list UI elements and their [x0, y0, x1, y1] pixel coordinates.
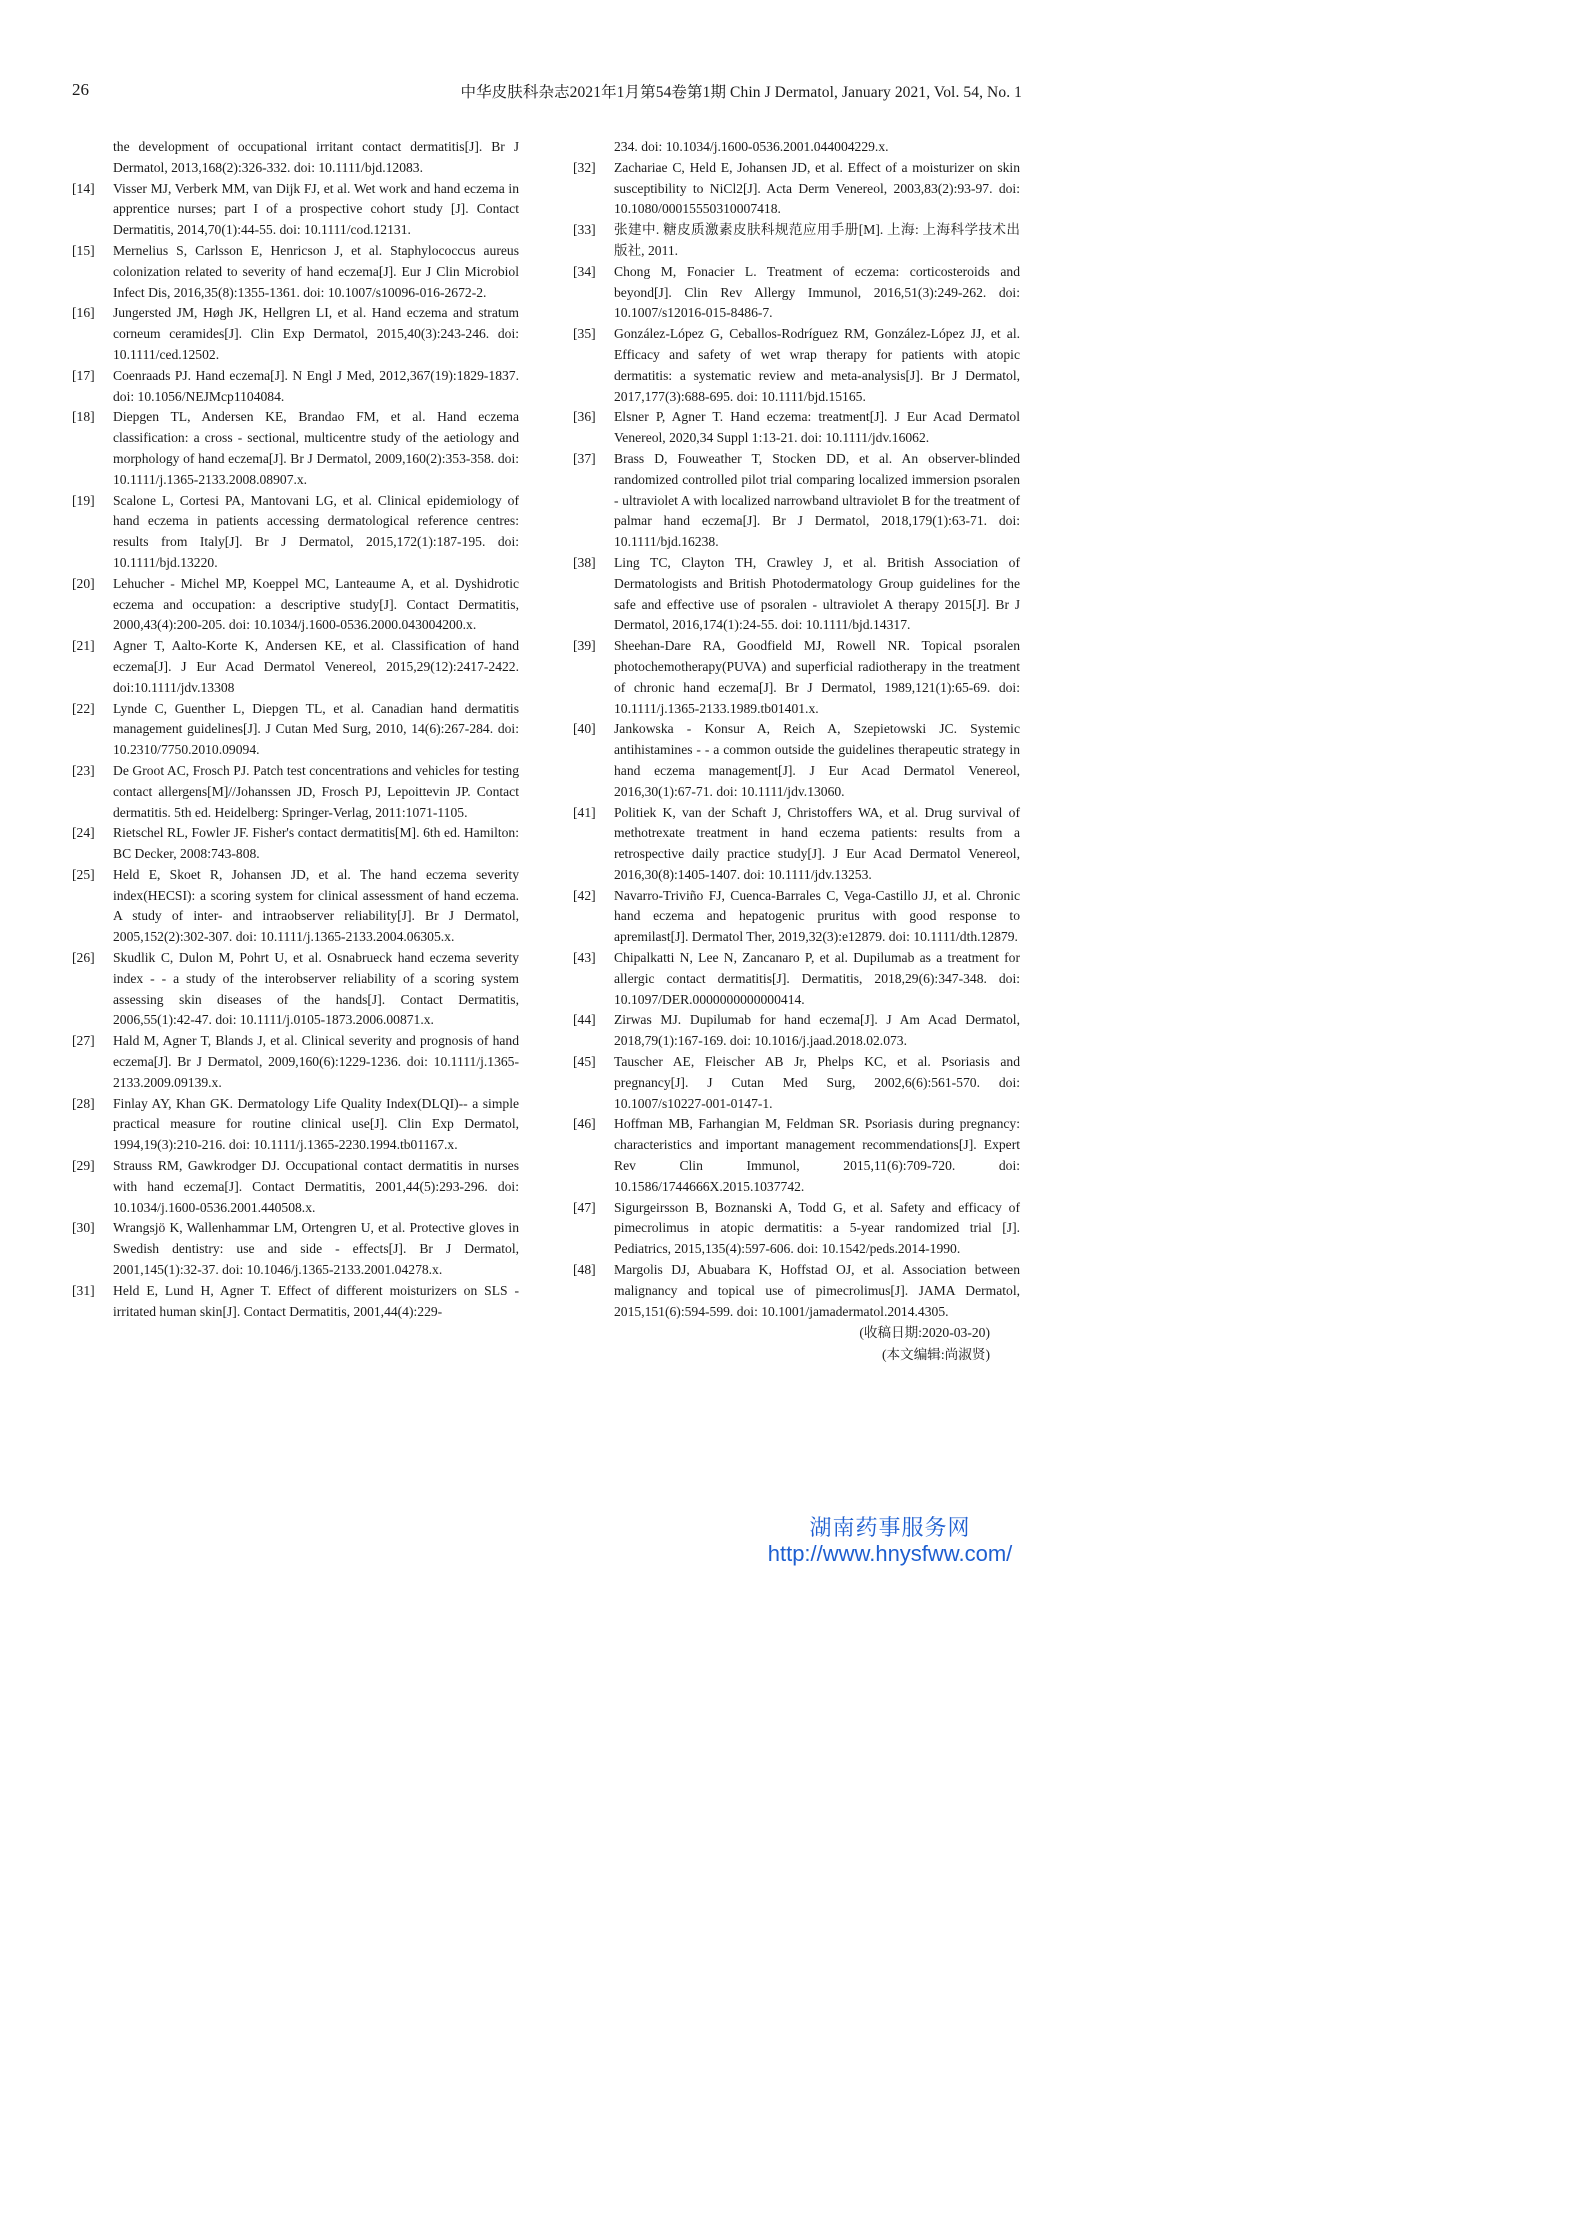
reference-item: [573, 636, 1020, 719]
watermark-url[interactable]: http://www.hnysfww.com/: [767, 1541, 1013, 1566]
reference-text: Strauss RM, Gawkrodger DJ. Occupational contact dermatitis in nurses with hand eczema[J]. Contact Dermatitis, 2001,44(5):293-296. doi: 10.1034/j.1600-0536.2001.440508.x.: [113, 1158, 519, 1215]
reference-item: [72, 948, 519, 1031]
left-column: [72, 137, 519, 1322]
reference-number: [43]: [573, 950, 596, 966]
reference-number: [15]: [72, 242, 95, 258]
reference-item: [72, 491, 519, 574]
page-number: 26: [72, 80, 89, 99]
reference-item: [72, 1281, 519, 1323]
reference-text: Agner T, Aalto-Korte K, Andersen KE, et al. Classification of hand eczema[J]. J Eur Acad Dermatol Venereol, 2015,29(12):2417-2422. doi:10.1111/jdv.13308: [113, 638, 519, 695]
reference-item: [72, 865, 519, 948]
reference-number: [38]: [573, 554, 596, 570]
reference-item: [573, 262, 1020, 324]
reference-item: [573, 1010, 1020, 1052]
reference-text: 张建中. 糖皮质激素皮肤科规范应用手册[M]. 上海: 上海科学技术出版社, 2011.: [614, 222, 1020, 258]
reference-item: [72, 137, 519, 179]
reference-number: [39]: [573, 638, 596, 654]
reference-number: [32]: [573, 159, 596, 175]
reference-item: [573, 407, 1020, 449]
reference-item: [573, 1260, 1020, 1322]
reference-text: Diepgen TL, Andersen KE, Brandao FM, et al. Hand eczema classification: a cross - sectional, multicentre study of the aetiology and morphology of hand eczema[J]. Br J Dermatol, 2009,160(2):353-358. doi: 10.1111/j.1365-2133.2008.08907.x.: [113, 409, 519, 487]
reference-item: [72, 179, 519, 241]
running-head: 中华皮肤科杂志2021年1月第54卷第1期 Chin J Dermatol, January 2021, Vol. 54, No. 1: [460, 84, 1022, 101]
reference-item: [573, 158, 1020, 220]
reference-text: the development of occupational irritant contact dermatitis[J]. Br J Dermatol, 2013,168(2):326-332. doi: 10.1111/bjd.12083.: [113, 139, 519, 175]
reference-number: [44]: [573, 1012, 596, 1028]
reference-text: Held E, Lund H, Agner T. Effect of different moisturizers on SLS -irritated human skin[J]. Contact Dermatitis, 2001,44(4):229-: [113, 1282, 519, 1319]
reference-text: Sigurgeirsson B, Boznanski A, Todd G, et al. Safety and efficacy of pimecrolimus in atopic dermatitis: a 5-year randomized trial [J]. Pediatrics, 2015,135(4):597-606. doi: 10.1542/peds.2014-1990.: [614, 1199, 1020, 1257]
reference-text: Zirwas MJ. Dupilumab for hand eczema[J]. J Am Acad Dermatol, 2018,79(1):167-169. doi: 10.1016/j.jaad.2018.02.073.: [614, 1012, 1020, 1049]
reference-text: González-López G, Ceballos-Rodríguez RM, González-López JJ, et al. Efficacy and safety of wet wrap therapy for patients with atopic dermatitis: a systematic review and meta-analysis[J]. Br J Dermatol, 2017,177(3):688-695. doi: 10.1111/bjd.15165.: [614, 326, 1020, 404]
reference-number: [18]: [72, 409, 95, 425]
reference-item: [573, 1198, 1020, 1260]
reference-item: [573, 1052, 1020, 1114]
reference-item: [573, 220, 1020, 262]
reference-number: [23]: [72, 762, 95, 778]
reference-text: Jungersted JM, Høgh JK, Hellgren LI, et al. Hand eczema and stratum corneum ceramides[J]. Clin Exp Dermatol, 2015,40(3):243-246. doi: 10.1111/ced.12502.: [113, 305, 519, 362]
reference-text: De Groot AC, Frosch PJ. Patch test concentrations and vehicles for testing contact allergens[M]//Johanssen JD, Frosch PJ, Lepoittevin JP. Contact dermatitis. 5th ed. Heidelberg: Springer-Verlag, 2011:1071-1105.: [113, 762, 519, 820]
reference-item: [72, 823, 519, 865]
reference-item: [573, 137, 1020, 158]
editor-note: (本文编辑:尚淑贤): [882, 1347, 990, 1363]
reference-text: Lehucher - Michel MP, Koeppel MC, Lanteaume A, et al. Dyshidrotic eczema and occupation: a descriptive study[J]. Contact Dermatitis, 2000,43(4):200-205. doi: 10.1034/j.1600-0536.2000.043004200.x.: [113, 575, 519, 633]
reference-number: [46]: [573, 1116, 596, 1132]
reference-text: Ling TC, Clayton TH, Crawley J, et al. British Association of Dermatologists and British Photodermatology Group guidelines for the safe and effective use of psoralen - ultraviolet A therapy 2015[J]. Br J Dermatol, 2016,174(1):24-55. doi: 10.1111/bjd.14317.: [614, 554, 1020, 633]
reference-number: [42]: [573, 887, 596, 903]
reference-item: [72, 241, 519, 303]
reference-item: [573, 948, 1020, 1010]
reference-number: [20]: [72, 575, 95, 591]
reference-number: [25]: [72, 866, 95, 882]
right-reference-list: [573, 137, 1020, 1322]
reference-text: Skudlik C, Dulon M, Pohrt U, et al. Osnabrueck hand eczema severity index - - a study of the interobserver reliability of a scoring system assessing skin diseases of the hands[J]. Contact Dermatitis, 2006,55(1):42-47. doi: 10.1111/j.0105-1873.2006.00871.x.: [113, 950, 519, 1028]
reference-item: [72, 699, 519, 761]
reference-number: [45]: [573, 1054, 596, 1070]
reference-number: [19]: [72, 492, 95, 508]
reference-item: [72, 1031, 519, 1093]
reference-item: [72, 761, 519, 823]
reference-item: [72, 1218, 519, 1280]
reference-number: [16]: [72, 305, 95, 321]
reference-text: Sheehan-Dare RA, Goodfield MJ, Rowell NR. Topical psoralen photochemotherapy(PUVA) and superficial radiotherapy in the treatment of chronic hand eczema[J]. Br J Dermatol, 1989,121(1):65-69. doi: 10.1111/j.1365-2133.1989.tb01401.x.: [614, 638, 1020, 716]
reference-number: [35]: [573, 326, 596, 342]
reference-text: Tauscher AE, Fleischer AB Jr, Phelps KC, et al. Psoriasis and pregnancy[J]. J Cutan Med Surg, 2002,6(6):561-570. doi: 10.1007/s10227-001-0147-1.: [614, 1054, 1020, 1111]
reference-text: Hoffman MB, Farhangian M, Feldman SR. Psoriasis during pregnancy: characteristics and important management recommendations[J]. Expert Rev Clin Immunol, 2015,11(6):709-720. doi: 10.1586/1744666X.2015.1037742.: [614, 1116, 1020, 1194]
reference-number: [28]: [72, 1095, 95, 1111]
reference-text: Lynde C, Guenther L, Diepgen TL, et al. Canadian hand dermatitis management guidelines[J]. J Cutan Med Surg, 2010, 14(6):267-284. doi: 10.2310/7750.2010.09094.: [113, 700, 519, 758]
reference-text: Chong M, Fonacier L. Treatment of eczema: corticosteroids and beyond[J]. Clin Rev Allergy Immunol, 2016,51(3):249-262. doi: 10.1007/s12016-015-8486-7.: [614, 263, 1020, 321]
reference-item: [573, 449, 1020, 553]
reference-text: Zachariae C, Held E, Johansen JD, et al. Effect of a moisturizer on skin susceptibility to NiCl2[J]. Acta Derm Venereol, 2003,83(2):93-97. doi: 10.1080/00015550310007418.: [614, 159, 1020, 217]
reference-item: [573, 886, 1020, 948]
reference-text: Mernelius S, Carlsson E, Henricson J, et al. Staphylococcus aureus colonization related to severity of hand eczema[J]. Eur J Clin Microbiol Infect Dis, 2016,35(8):1355-1361. doi: 10.1007/s10096-016-2672-2.: [113, 242, 519, 300]
reference-text: Navarro-Triviño FJ, Cuenca-Barrales C, Vega-Castillo JJ, et al. Chronic hand eczema and hepatogenic pruritus with good response to apremilast[J]. Dermatol Ther, 2019,32(3):e12879. doi: 10.1111/dth.12879.: [614, 887, 1020, 945]
reference-text: 234. doi: 10.1034/j.1600-0536.2001.044004229.x.: [614, 139, 889, 154]
reference-text: Elsner P, Agner T. Hand eczema: treatment[J]. J Eur Acad Dermatol Venereol, 2020,34 Suppl 1:13-21. doi: 10.1111/jdv.16062.: [614, 409, 1020, 446]
received-date: (收稿日期:2020-03-20): [859, 1325, 990, 1341]
reference-item: [573, 1114, 1020, 1197]
reference-item: [72, 366, 519, 408]
reference-text: Held E, Skoet R, Johansen JD, et al. The hand eczema severity index(HECSI): a scoring system for clinical assessment of hand eczema. A study of inter- and intraobserver reliability[J]. Br J Dermatol, 2005,152(2):302-307. doi: 10.1111/j.1365-2133.2004.06305.x.: [113, 866, 519, 945]
reference-text: Finlay AY, Khan GK. Dermatology Life Quality Index(DLQI)-- a simple practical measure for routine clinical use[J]. Clin Exp Dermatol, 1994,19(3):210-216. doi: 10.1111/j.1365-2230.1994.tb01167.x.: [113, 1095, 519, 1153]
reference-item: [72, 407, 519, 490]
reference-item: [72, 303, 519, 365]
reference-item: [573, 553, 1020, 636]
reference-text: Jankowska - Konsur A, Reich A, Szepietowski JC. Systemic antihistamines - - a common outside the guidelines therapeutic strategy in hand eczema management[J]. J Eur Acad Dermatol Venereol, 2016,30(1):67-71. doi: 10.1111/jdv.13060.: [614, 721, 1020, 799]
reference-text: Scalone L, Cortesi PA, Mantovani LG, et al. Clinical epidemiology of hand eczema in patients accessing dermatological reference centres: results from Italy[J]. Br J Dermatol, 2015,172(1):187-195. doi: 10.1111/bjd.13220.: [113, 492, 519, 570]
reference-item: [72, 574, 519, 636]
reference-text: Hald M, Agner T, Blands J, et al. Clinical severity and prognosis of hand eczema[J]. Br J Dermatol, 2009,160(6):1229-1236. doi: 10.1111/j.1365-2133.2009.09139.x.: [113, 1033, 519, 1090]
watermark: [720, 1516, 1060, 1566]
reference-item: [72, 1156, 519, 1218]
reference-text: Coenraads PJ. Hand eczema[J]. N Engl J Med, 2012,367(19):1829-1837. doi: 10.1056/NEJMcp1104084.: [113, 367, 519, 404]
page-header: [72, 80, 1022, 102]
reference-number: [36]: [573, 409, 596, 425]
reference-number: [47]: [573, 1199, 596, 1215]
reference-text: Rietschel RL, Fowler JF. Fisher's contact dermatitis[M]. 6th ed. Hamilton: BC Decker, 2008:743-808.: [113, 825, 519, 862]
reference-number: [33]: [573, 222, 596, 238]
reference-text: Brass D, Fouweather T, Stocken DD, et al. An observer-blinded randomized controlled pilot trial comparing localized immersion psoralen - ultraviolet A with localized narrowband ultraviolet B for the treatment of palmar hand eczema[J]. Br J Dermatol, 2018,179(1):63-71. doi: 10.1111/bjd.16238.: [614, 450, 1020, 550]
reference-text: Wrangsjö K, Wallenhammar LM, Ortengren U, et al. Protective gloves in Swedish dentistry: use and side - effects[J]. Br J Dermatol, 2001,145(1):32-37. doi: 10.1046/j.1365-2133.2001.04278.x.: [113, 1220, 519, 1278]
reference-text: Politiek K, van der Schaft J, Christoffers WA, et al. Drug survival of methotrexate treatment in hand eczema patients: results from a retrospective daily practice study[J]. J Eur Acad Dermatol Venereol, 2016,30(8):1405-1407. doi: 10.1111/jdv.13253.: [614, 804, 1020, 882]
reference-item: [573, 719, 1020, 802]
reference-number: [24]: [72, 825, 95, 841]
reference-text: Chipalkatti N, Lee N, Zancanaro P, et al. Dupilumab as a treatment for allergic contact dermatitis[J]. Dermatitis, 2018,29(6):347-348. doi: 10.1097/DER.0000000000000414.: [614, 950, 1020, 1007]
reference-number: [17]: [72, 367, 95, 383]
reference-number: [40]: [573, 721, 596, 737]
reference-number: [48]: [573, 1262, 596, 1278]
reference-item: [573, 803, 1020, 886]
reference-number: [41]: [573, 804, 596, 820]
reference-item: [573, 324, 1020, 407]
reference-number: [29]: [72, 1158, 95, 1174]
reference-item: [72, 1094, 519, 1156]
reference-text: Visser MJ, Verberk MM, van Dijk FJ, et al. Wet work and hand eczema in apprentice nurses; part I of a prospective cohort study [J]. Contact Dermatitis, 2014,70(1):44-55. doi: 10.1111/cod.12131.: [113, 180, 519, 238]
reference-number: [14]: [72, 180, 95, 196]
right-column: [573, 137, 1020, 1366]
reference-text: Margolis DJ, Abuabara K, Hoffstad OJ, et al. Association between malignancy and topical use of pimecrolimus[J]. JAMA Dermatol, 2015,151(6):594-599. doi: 10.1001/jamadermatol.2014.4305.: [614, 1262, 1020, 1319]
reference-number: [21]: [72, 638, 95, 654]
watermark-name: 湖南药事服务网: [809, 1516, 971, 1541]
reference-number: [26]: [72, 950, 95, 966]
reference-number: [27]: [72, 1033, 95, 1049]
reference-item: [72, 636, 519, 698]
reference-number: [22]: [72, 700, 95, 716]
reference-number: [31]: [72, 1282, 95, 1298]
reference-number: [34]: [573, 263, 596, 279]
reference-number: [37]: [573, 450, 596, 466]
reference-number: [30]: [72, 1220, 95, 1236]
